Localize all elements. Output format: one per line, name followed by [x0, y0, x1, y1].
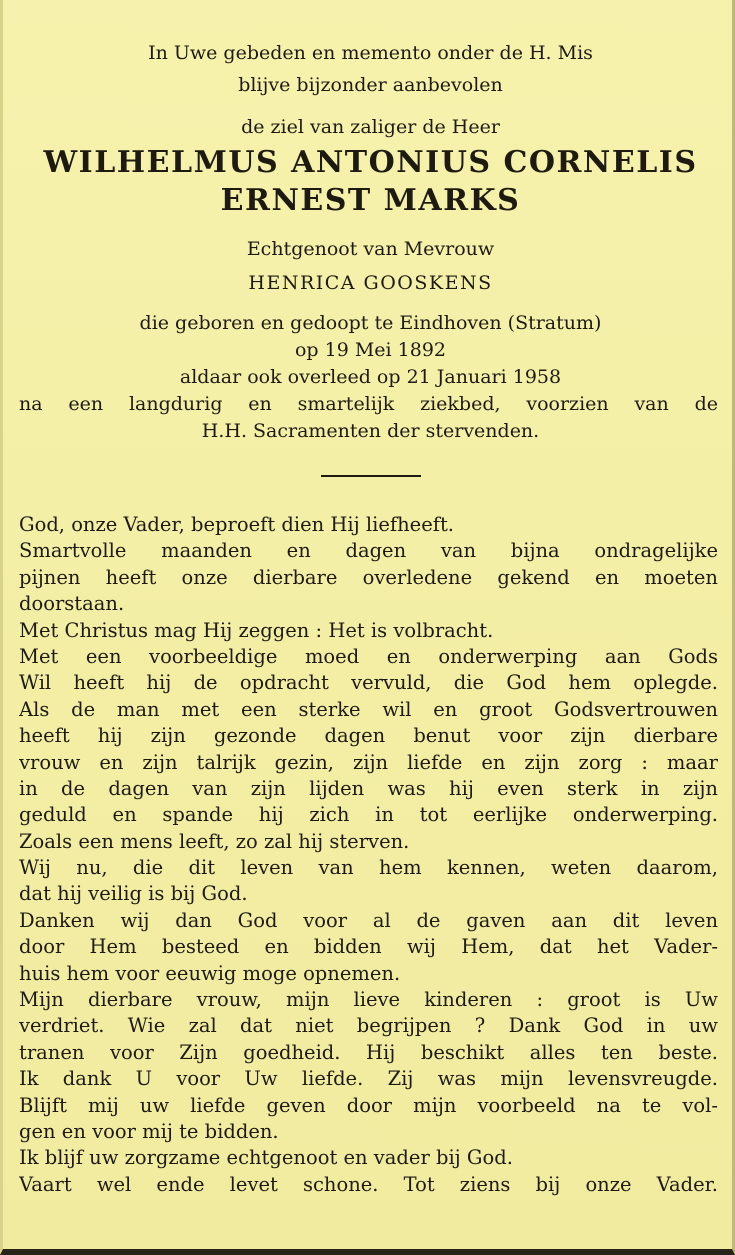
death-line: aldaar ook overleed op 21 Januari 1958	[179, 366, 562, 388]
birth-date-line: op 19 Mei 1892	[294, 339, 447, 361]
text-line: Blijft mij uw liefde geven door mijn voorbeeld na te vol-	[19, 1093, 718, 1117]
text-line: God, onze Vader, beproeft dien Hij liefheeft.	[19, 513, 455, 536]
text-line: gen en voor mij te bidden.	[19, 1119, 279, 1143]
deceased-name-line2: ERNEST MARKS	[220, 183, 521, 218]
card-header	[3, 36, 735, 477]
text-line: geduld en spande hij zich in tot eerlijke onderwerping.	[19, 803, 718, 827]
text-line: huis hem voor eeuwig moge opnemen.	[19, 961, 401, 985]
text-line: vrouw en zijn talrijk gezin, zijn liefde en zijn zorg : maar	[19, 750, 718, 774]
text-line: Ik dank U voor Uw liefde. Zij was mijn levensvreugde.	[19, 1067, 718, 1091]
spouse-name: HENRICA GOOSKENS	[248, 272, 493, 294]
illness-line1: na een langdurig en smartelijk ziekbed, voorzien van de	[19, 393, 718, 415]
text-line: door Hem besteed en bidden wij Hem, dat het Vader-	[19, 935, 718, 959]
text-line: dat hij veilig is bij God.	[19, 882, 248, 906]
text-line: tranen voor Zijn goedheid. Hij beschikt alles ten beste.	[19, 1040, 718, 1064]
deceased-name-line1: WILHELMUS ANTONIUS CORNELIS	[43, 145, 698, 180]
text-line: Zoals een mens leeft, zo zal hij sterven.	[19, 829, 410, 853]
text-line: Wil heeft hij de opdracht vervuld, die God hem oplegde.	[19, 671, 718, 695]
text-line: heeft hij zijn gezonde dagen benut voor zijn dierbare	[19, 724, 718, 748]
text-line: in de dagen van zijn lijden was hij even sterk in zijn	[19, 776, 718, 800]
text-line: Met een voorbeeldige moed en onderwerping aan Gods	[19, 644, 718, 668]
divider-rule	[321, 475, 421, 477]
text-line: Vaart wel ende levet schone. Tot ziens bij onze Vader.	[19, 1172, 718, 1196]
text-line: doorstaan.	[19, 592, 125, 616]
memorial-text	[19, 512, 718, 1198]
text-line: Danken wij dan God voor al de gaven aan dit leven	[19, 908, 718, 932]
text-line: Met Christus mag Hij zeggen : Het is volbracht.	[19, 618, 494, 642]
text-line: Ik blijf uw zorgzame echtgenoot en vader bij God.	[19, 1146, 513, 1170]
prayer-request-line: In Uwe gebeden en memento onder de H. Mis	[148, 42, 593, 64]
text-line: Smartvolle maanden en dagen van bijna ondragelijke	[19, 539, 718, 563]
text-line: Als de man met een sterke wil en groot Godsvertrouwen	[19, 697, 718, 721]
recommendation-line: blijve bijzonder aanbevolen	[238, 74, 503, 96]
text-line: Mijn dierbare vrouw, mijn lieve kinderen : groot is Uw	[19, 988, 718, 1012]
text-line: Wij nu, die dit leven van hem kennen, weten daarom,	[19, 856, 718, 880]
spouse-label: Echtgenoot van Mevrouw	[246, 238, 495, 260]
illness-line2: H.H. Sacramenten der stervenden.	[201, 420, 540, 442]
soul-intro-line: de ziel van zaliger de Heer	[241, 116, 500, 138]
text-line: pijnen heeft onze dierbare overledene gekend en moeten	[19, 565, 718, 589]
birth-place-line: die geboren en gedoopt te Eindhoven (Stratum)	[139, 312, 602, 334]
text-line: verdriet. Wie zal dat niet begrijpen ? Dank God in uw	[19, 1014, 718, 1038]
